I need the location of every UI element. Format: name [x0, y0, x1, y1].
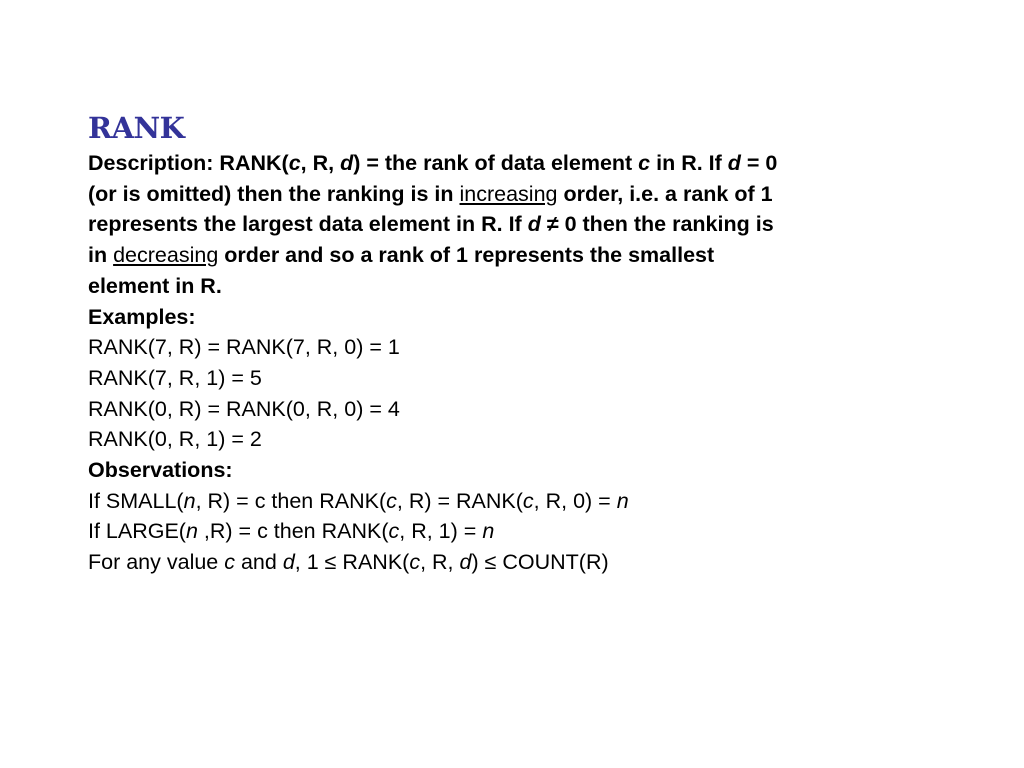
observation-line-small: If SMALL(n, R) = c then RANK(c, R) = RANK(c, R, 0) = n	[88, 488, 629, 513]
observations-heading: Observations:	[88, 458, 233, 483]
examples-heading: Examples:	[88, 304, 196, 329]
observation-line-bounds: For any value c and d, 1 ≤ RANK(c, R, d) ≤ COUNT(R)	[88, 550, 609, 575]
example-line: RANK(0, R) = RANK(0, R, 0) = 4	[88, 396, 400, 421]
description-line-1: Description: RANK(c, R, d) = the rank of data element c in R. If d = 0	[88, 151, 778, 175]
decreasing-term: decreasing	[113, 243, 219, 268]
slide-title: RANK	[88, 111, 185, 145]
description-label: Description:	[88, 151, 214, 175]
observation-line-large: If LARGE(n ,R) = c then RANK(c, R, 1) = n	[88, 519, 495, 544]
slide-body	[88, 148, 988, 578]
example-line: RANK(7, R, 1) = 5	[88, 365, 262, 390]
description-line-2: (or is omitted) then the ranking is in increasing order, i.e. a rank of 1	[88, 181, 773, 206]
description-line-4: in decreasing order and so a rank of 1 represents the smallest	[88, 243, 715, 268]
example-line: RANK(7, R) = RANK(7, R, 0) = 1	[88, 335, 400, 360]
increasing-term: increasing	[459, 181, 558, 206]
description-line-5: element in R.	[88, 273, 222, 298]
description-paragraph	[88, 148, 988, 302]
description-line-3: represents the largest data element in R. If d ≠ 0 then the ranking is	[88, 212, 774, 237]
example-line: RANK(0, R, 1) = 2	[88, 427, 262, 452]
